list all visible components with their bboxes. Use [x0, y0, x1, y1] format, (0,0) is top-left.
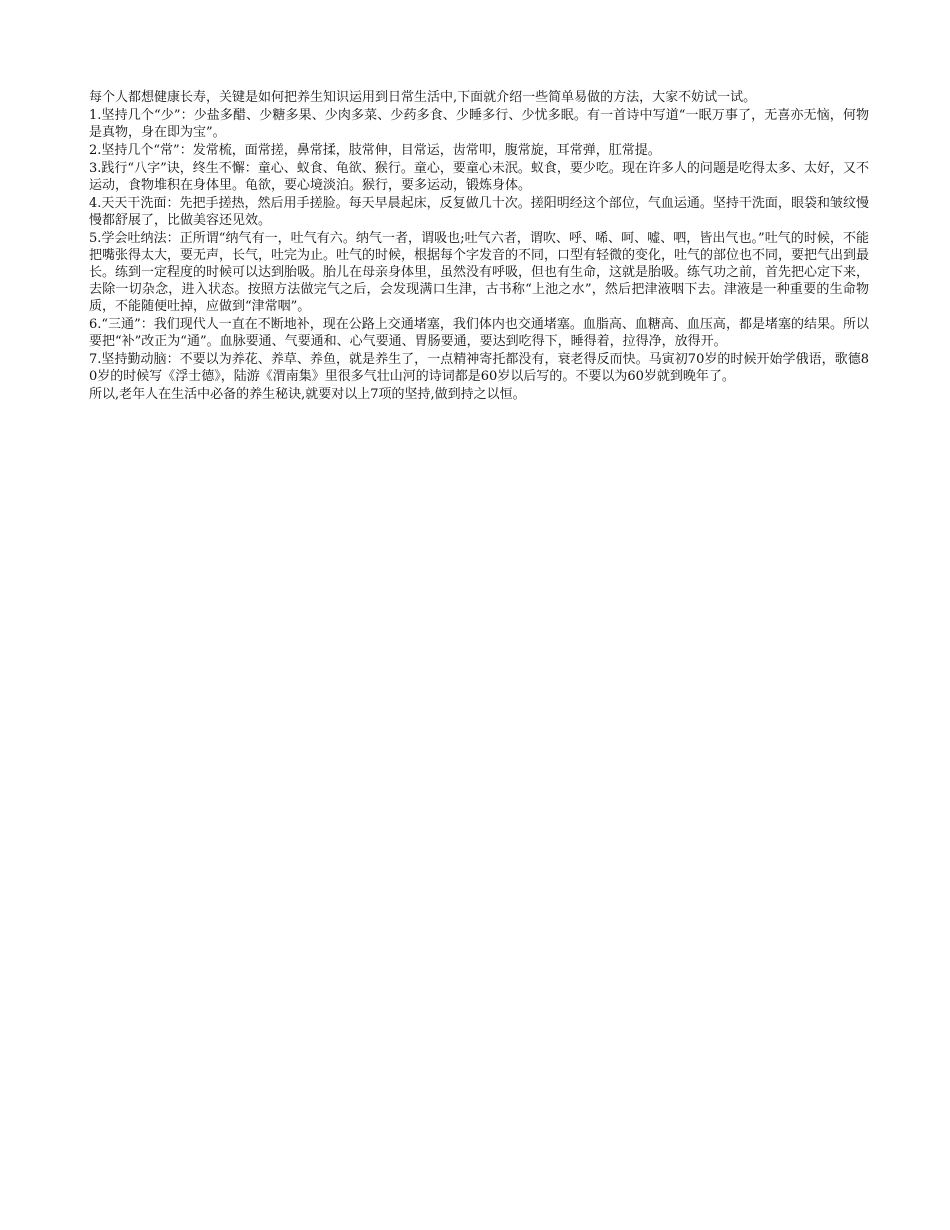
item-paragraph-5: 5.学会吐纳法：正所谓“纳气有一，吐气有六。纳气一者，谓吸也;吐气六者，谓吹、呼、唏、呵、嘘、呬，皆出气也。”吐气的时候，不能把嘴张得太大，要无声，长气，吐完为止。吐气的时候，根据每个字发音的不同，口型有轻微的变化，吐气的部位也不同，要把气出到最长。练到一定程度的时候可以达到胎吸。胎儿在母亲身体里，虽然没有呼吸，但也有生命，这就是胎吸。练气功之前，首先把心定下来，去除一切杂念，进入状态。按照方法做完气之后，会发现满口生津，古书称“上池之水”，然后把津液咽下去。津液是一种重要的生命物质，不能随便吐掉，应做到“津常咽”。: [89, 231, 870, 314]
item-paragraph-3: 3.践行“八字”诀，终生不懈：童心、蚁食、龟欲、猴行。童心，要童心未泯。蚁食，要少吃。现在许多人的问题是吃得太多、太好，又不运动，食物堆积在身体里。龟欲，要心境淡泊。猴行，要多运动，锻炼身体。: [89, 161, 869, 193]
intro-paragraph: 每个人都想健康长寿，关键是如何把养生知识运用到日常生活中,下面就介绍一些简单易做的方法，大家不妨试一试。: [89, 90, 757, 105]
document-page: [89, 89, 869, 404]
item-paragraph-4: 4.天天干洗面：先把手搓热，然后用手搓脸。每天早晨起床，反复做几十次。搓阳明经这个部位，气血运通。坚持干洗面，眼袋和皱纹慢慢都舒展了，比做美容还见效。: [89, 196, 869, 228]
item-paragraph-2: 2.坚持几个“常”：发常梳，面常搓，鼻常揉，肢常伸，目常运，齿常叩，腹常旋，耳常弹，肛常提。: [89, 143, 661, 158]
item-paragraph-1: 1.坚持几个“少”：少盐多醋、少糖多果、少肉多菜、少药多食、少睡多行、少忧多眠。有一首诗中写道“一眠万事了，无喜亦无恼，何物是真物，身在即为宝”。: [89, 108, 869, 140]
item-paragraph-7: 7.坚持勤动脑：不要以为养花、养草、养鱼，就是养生了，一点精神寄托都没有，衰老得反而快。马寅初70岁的时候开始学俄语，歌德80岁的时候写《浮士德》，陆游《渭南集》里很多气壮山河的诗词都是60岁以后写的。不要以为60岁就到晚年了。: [89, 352, 869, 384]
item-paragraph-6: 6.“三通”：我们现代人一直在不断地补，现在公路上交通堵塞，我们体内也交通堵塞。血脂高、血糖高、血压高，都是堵塞的结果。所以要把“补”改正为“通”。血脉要通、气要通和、心气要通、胃肠要通，要达到吃得下，睡得着，拉得净，放得开。: [89, 317, 869, 349]
conclusion-paragraph: 所以,老年人在生活中必备的养生秘诀,就要对以上7项的坚持,做到持之以恒。: [89, 387, 526, 402]
